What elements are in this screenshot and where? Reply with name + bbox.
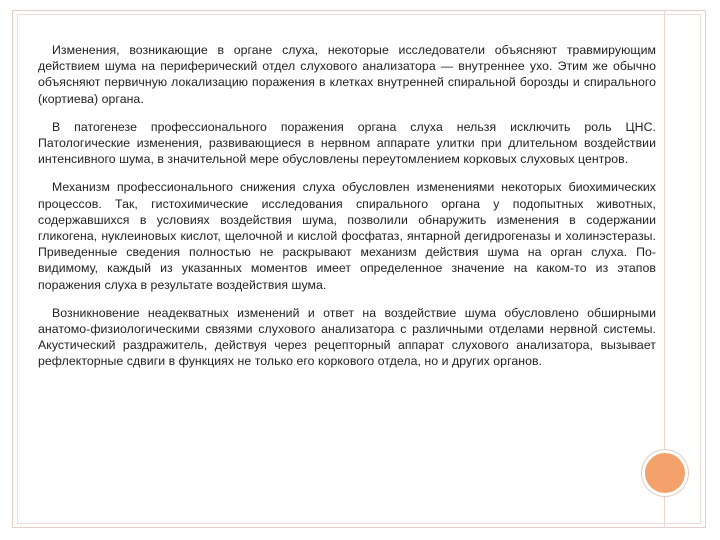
decorative-circle-icon (642, 450, 688, 496)
text-body (38, 42, 656, 382)
paragraph-3: Механизм профессионального снижения слуха обусловлен изменениями некоторых биохимических процессов. Так, гистохимические исследования спирального органа у подопытных животных, содержавшихся в условиях воздействия шума, позволили обнаружить изменения в содержании гликогена, нуклеиновых кислот, щелочной и кислой фосфатаз, янтарной дегидрогеназы и холинэстеразы. Приведенные сведения полностью не раскрывают механизм действия шума на орган слуха. По-видимому, каждый из указанных моментов имеет определенное значение на каком-то из этапов поражения слуха в результате воздействия шума. (38, 180, 656, 292)
paragraph-2: В патогенезе профессионального поражения органа слуха нельзя исключить роль ЦНС. Патологические изменения, развивающиеся в нервном аппарате улитки при длительном воздействии интенсивного шума, в значительной мере обусловлены переутомлением корковых слуховых центров. (38, 119, 656, 167)
paragraph-4: Возникновение неадекватных изменений и ответ на воздействие шума обусловлено обширными анатомо-физиологическими связями слухового анализатора с различными отделами нервной системы. Акустический раздражитель, действуя через рецепторный аппарат слухового анализатора, вызывает рефлекторные сдвиги в функциях не только его коркового отдела, но и других органов. (38, 305, 656, 369)
paragraph-1: Изменения, возникающие в органе слуха, некоторые исследователи объясняют травмирующим действием шума на периферический отдел слухового анализатора — внутреннее ухо. Этим же обычно объясняют первичную локализацию поражения в клетках внутренней спиральной борозды и спирального (кортиева) органа. (38, 43, 656, 106)
